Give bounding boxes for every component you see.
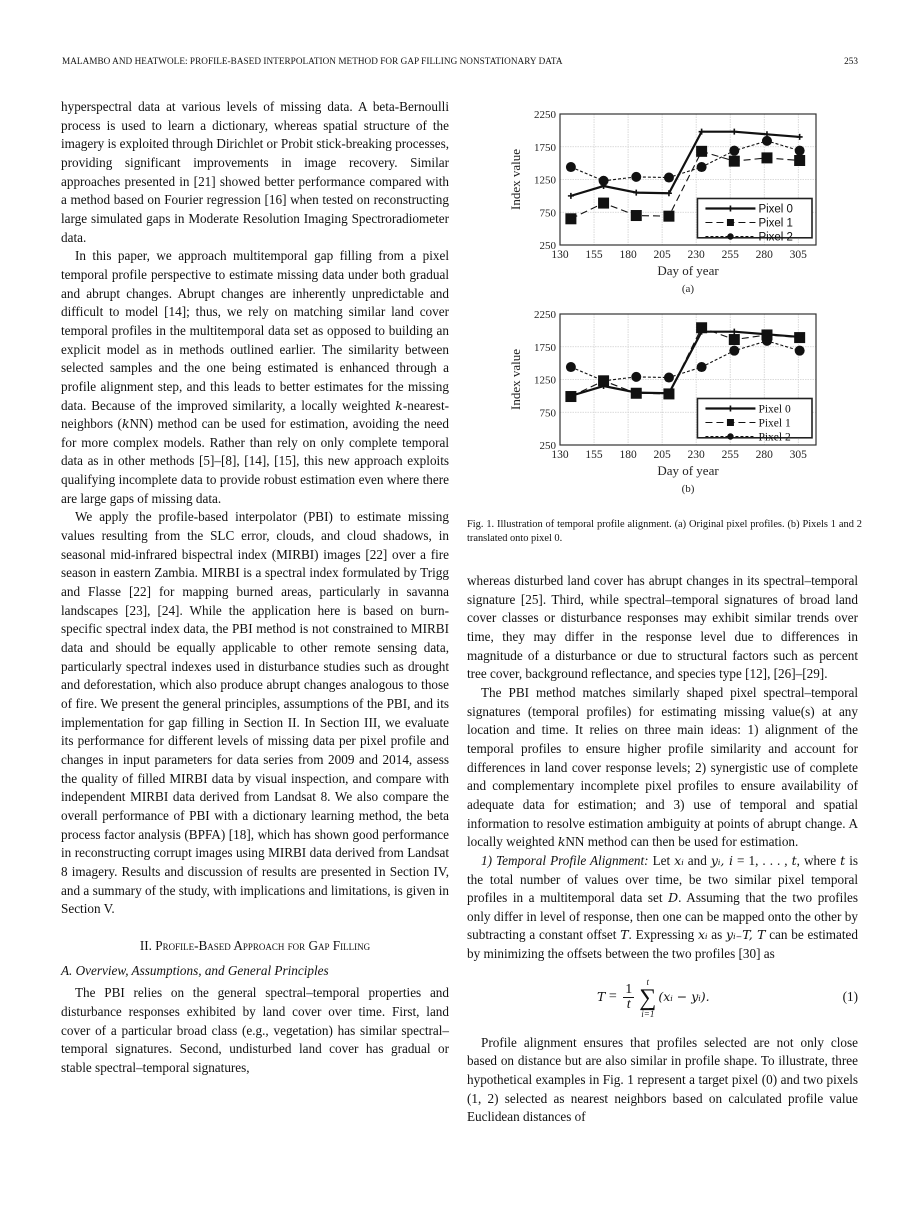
data-point-square — [729, 334, 740, 345]
data-point-circle — [795, 146, 805, 156]
data-point-circle — [729, 146, 739, 156]
x-tick-label: 130 — [551, 449, 569, 461]
legend-box — [697, 398, 812, 437]
data-point-plus — [731, 329, 737, 335]
equation-1 — [467, 970, 858, 1026]
x-tick-label: 130 — [551, 249, 569, 261]
equation-body: T = $\frac{1}{t}$ t ∑ i=1 (xᵢ − yᵢ). — [597, 976, 710, 1019]
y-axis-label: Index value — [508, 148, 523, 211]
y-tick-label: 1750 — [534, 341, 556, 354]
legend-label: Pixel 1 — [758, 417, 791, 430]
data-point-square — [794, 155, 805, 166]
data-point-circle — [566, 162, 576, 172]
y-tick-label: 250 — [539, 240, 556, 252]
paragraph: We apply the profile-based interpolator (PBI) to estimate missing values resulting from the SLC error, clouds, and cloud shadows, in seasonal mid-infrared bispectral index (MIRBI) images [22] over a fire season in eastern Zambia. MIRBI is a spectral index formulated by Trigg and Flasse [22] for mapping burned areas, particularly in savanna landscapes [23], [24]. While the application here is based on burn-specific spectral index data, the PBI method is not constrained to MIRBI data and should be equally applicable to other remote sensing data, particularly spectral indexes used in disturbance studies such as drought and deforestation, which also produce abrupt changes analogous to those of fire. We present the general principles, assumptions of the PBI, and its implementation for gap filling in Section II. In Section III, we evaluate its performance for different levels of missing data per pixel profile and changes in input parameters for data series from 2009 and 2014, assess the quality of filled MIRBI data by visual inspection, and compare with independent MIRBI data derived from Landsat 8. We also compare the overall performance of PBI with a dictionary learning method, the beta process factor analysis (BPFA) [18], which has shown good performance in reconstructing corrupt images using MIRBI data derived from Landsat 8 imagery. Results and discussion of results are presented in Section IV, and a summary of the study, with implications and limitations, is given in Section V. — [61, 509, 449, 917]
paragraph: The PBI relies on the general spectral–temporal properties and disturbance responses exhibited by land cover over time. First, land cover of a particular broad class (e.g., vegetation) has similar spectral–temporal signatures. Second, undisturbed land cover has gradual or stable spectral–temporal signatures, — [61, 985, 449, 1075]
legend-label: Pixel 2 — [758, 231, 793, 244]
data-point-circle — [664, 173, 674, 183]
legend — [697, 198, 812, 243]
data-point-square — [727, 219, 734, 226]
paragraph: 1) Temporal Profile Alignment: Let xᵢ and yᵢ, i = 1, . . . , t, where t is the total number of values over time, be two similar pixel temporal profiles in a multitemporal data set D. Assuming that the two profiles only differ in level of response, then one can be mapped onto the other by subtracting a constant offset T. Expressing xᵢ as yᵢ₋T, T can be estimated by minimizing the offsets between the two profiles [30] as — [467, 852, 859, 962]
data-point-plus — [797, 134, 803, 140]
data-point-circle — [697, 362, 707, 372]
x-tick-label: 230 — [687, 449, 705, 461]
paragraph: The PBI method matches similarly shaped pixel spectral–temporal signatures (temporal profiles) for estimating missing value(s) at any location and time. It relies on three main ideas: 1) alignment of the temporal profiles to ensure higher profile similarity and account for differences in land cover response levels; 2) synergistic use of complete and complementary incomplete pixel profiles to ensure availability of adequate data for estimation; and 3) use of temporal and spatial information to resolve estimation ambiguity at points of abrupt change. A locally weighted kNN method can then be used for estimation. — [467, 684, 858, 850]
x-tick-label: 205 — [653, 449, 671, 461]
legend-label: Pixel 0 — [758, 203, 793, 216]
paragraph: whereas disturbed land cover has abrupt changes in its spectral–temporal signature [25]. Third, while spectral–temporal signatures of broad land cover classes or disturbance responses may exhibit similar trends over time, they may differ in the response level due to differences in magnitude of a disturbance or due to structural factors such as percent tree cover, background reflectance, and species type [12], [26]–[29]. — [467, 573, 858, 682]
data-point-circle — [795, 346, 805, 356]
data-point-square — [631, 210, 642, 221]
y-tick-label: 750 — [539, 207, 556, 220]
legend-box — [697, 198, 812, 237]
y-tick-label: 1250 — [534, 374, 556, 387]
data-point-circle — [729, 346, 739, 356]
figure-caption: Fig. 1. Illustration of temporal profile alignment. (a) Original pixel profiles. (b) Pixels 1 and 2 translated onto pixel 0. — [467, 519, 862, 544]
data-point-circle — [664, 373, 674, 383]
data-point-plus — [568, 193, 574, 199]
data-point-square — [761, 152, 772, 163]
right-column — [467, 572, 858, 1127]
subsection-heading: A. Overview, Assumptions, and General Principles — [61, 962, 329, 978]
y-tick-label: 1750 — [534, 141, 556, 154]
chart-panel-b — [500, 300, 840, 505]
data-point-plus — [731, 129, 737, 135]
panel-label: (a) — [681, 283, 695, 295]
x-tick-label: 255 — [721, 449, 739, 461]
y-tick-label: 2250 — [534, 309, 556, 321]
data-point-square — [696, 146, 707, 157]
x-tick-label: 155 — [585, 249, 603, 261]
x-tick-label: 155 — [585, 449, 603, 461]
data-point-plus — [633, 190, 639, 196]
legend — [697, 398, 812, 443]
y-tick-label: 1250 — [534, 174, 556, 187]
data-point-circle — [727, 233, 733, 239]
data-point-circle — [566, 362, 576, 372]
page-number: 253 — [844, 56, 858, 66]
data-point-circle — [727, 433, 733, 439]
data-point-square — [565, 213, 576, 224]
summation: t ∑ i=1 — [639, 976, 657, 1019]
paragraph: hyperspectral data at various levels of missing data. A beta-Bernoulli process is used to learn a dictionary, whereas spatial structure of the imagery is exploited through Dirichlet or Probit stick-breaking processes, providing significant improvements in image recovery. Similar approaches presented in [21] showed better performance compared with a method based on Fourier regression [16] when tested on reconstructing large simulated gaps in Moderate Resolution Imaging Spectroradiometer data. — [61, 99, 449, 245]
data-point-square — [727, 419, 734, 426]
data-point-square — [729, 156, 740, 167]
x-axis-label: Day of year — [657, 463, 719, 478]
paragraph: Profile alignment ensures that profiles selected are not only close based on distance but are also similar in profile shape. To illustrate, three hypothetical examples in Fig. 1 represent a target pixel (0) and two pixels (1, 2) selected as nearest neighbors based on calculated profile value Euclidean distances of — [467, 1034, 858, 1125]
equation-number: (1) — [842, 989, 858, 1005]
data-point-circle — [697, 162, 707, 172]
x-axis-label: Day of year — [657, 263, 719, 278]
y-axis-label: Index value — [508, 348, 523, 411]
legend-label: Pixel 0 — [758, 403, 791, 416]
section-heading: II. Profile-Based Approach for Gap Filling — [139, 937, 371, 953]
chart-panel-a — [500, 100, 840, 305]
data-point-square — [598, 198, 609, 209]
fraction: $\frac{1}{t}$ — [625, 982, 633, 1013]
data-point-circle — [631, 172, 641, 182]
y-tick-label: 250 — [539, 440, 556, 452]
y-tick-label: 750 — [539, 407, 556, 420]
running-title: MALAMBO AND HEATWOLE: PROFILE-BASED INTERPOLATION METHOD FOR GAP FILLING NONSTATIONARY DATA — [62, 56, 563, 66]
paragraph: In this paper, we approach multitemporal gap filling from a pixel temporal profile perspective to estimate missing data under both gradual and abrupt changes. Abrupt changes are inherently unpredictable and difficult to model [14]; thus, we rely on matching similar land cover temporal profiles in the multitemporal data set as opposed to building an explicit model as in methods outlined earlier. The similarity between selected samples and the one being estimated is enhanced through a profile alignment step, and this leads to better estimates for the missing data. Because of the improved similarity, a locally weighted k-nearest-neighbors (kNN) method can be used for estimation, avoiding the need for more complex models. Rather than rely on only complete temporal data as in other methods [5]–[8], [14], [15], this new approach exploits qualifying incomplete data to provide robust estimation even where there are large gaps of missing data. — [61, 248, 449, 506]
running-header — [62, 56, 858, 66]
left-column — [61, 98, 449, 1077]
x-tick-label: 205 — [653, 249, 671, 261]
y-tick-label: 2250 — [534, 109, 556, 121]
x-tick-label: 180 — [619, 249, 637, 261]
x-tick-label: 180 — [619, 449, 637, 461]
x-tick-label: 305 — [789, 449, 807, 461]
x-tick-label: 280 — [755, 449, 773, 461]
x-tick-label: 305 — [789, 249, 807, 261]
x-tick-label: 230 — [687, 249, 705, 261]
data-point-square — [663, 211, 674, 222]
data-point-circle — [762, 136, 772, 146]
data-point-circle — [631, 372, 641, 382]
panel-label: (b) — [681, 483, 695, 495]
legend-label: Pixel 1 — [758, 217, 793, 230]
x-tick-label: 280 — [755, 249, 773, 261]
x-tick-label: 255 — [721, 249, 739, 261]
subsubsection-heading: 1) Temporal Profile Alignment: — [481, 852, 649, 868]
legend-label: Pixel 2 — [758, 431, 791, 444]
